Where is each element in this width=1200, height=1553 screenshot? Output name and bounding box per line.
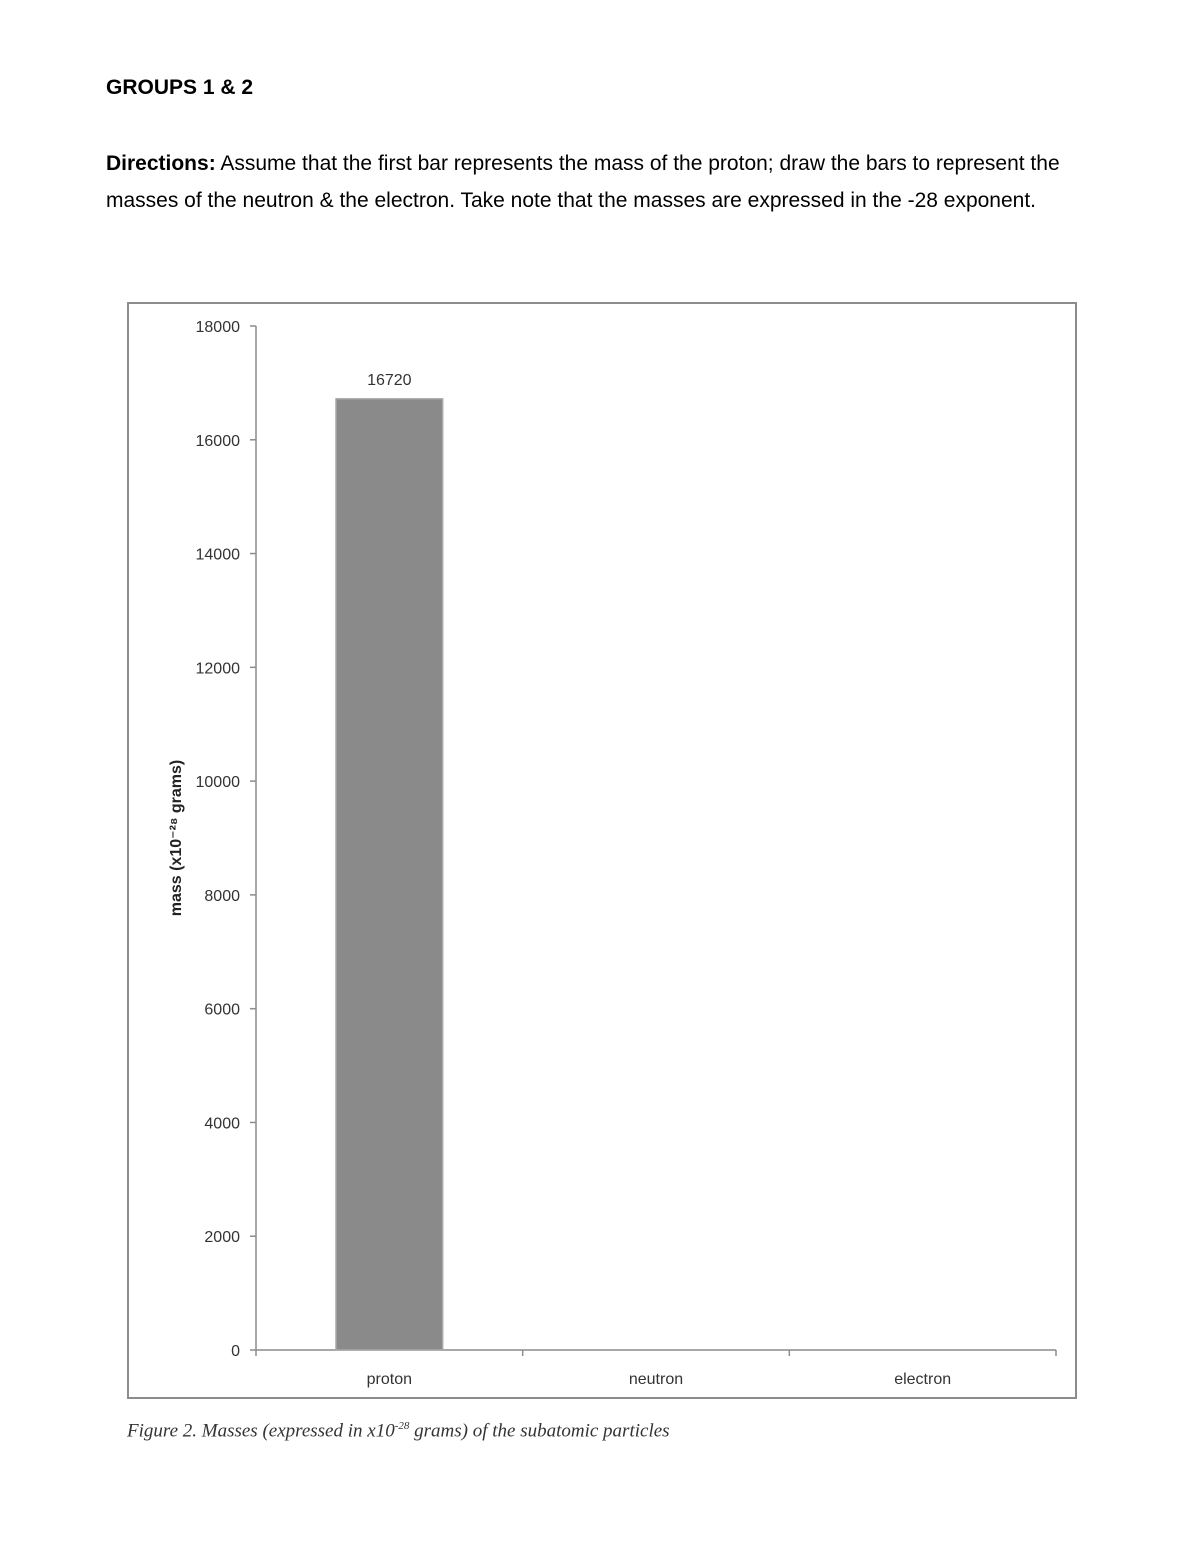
y-tick-label: 16000: [195, 432, 240, 450]
caption-prefix: Figure 2. Masses (expressed in x10: [127, 1420, 395, 1442]
page-heading: GROUPS 1 & 2: [106, 76, 254, 99]
y-tick-label: 8000: [204, 887, 240, 905]
x-tick-label: proton: [366, 1371, 413, 1388]
bar-proton: [336, 399, 443, 1350]
y-tick-label: 12000: [195, 660, 240, 678]
y-tick-label: 18000: [195, 319, 240, 336]
data-label-proton: 16720: [367, 371, 412, 389]
x-tick-label: electron: [894, 1371, 952, 1388]
directions-paragraph: [106, 145, 1106, 219]
caption-exponent: -28: [394, 1420, 410, 1432]
caption-suffix: grams) of the subatomic particles: [409, 1420, 670, 1442]
directions-text: Assume that the first bar represents the mass of the proton; draw the bars to represent the masses of the neutron & the electron. Take note that the masses are expressed in the -28 exponent.: [106, 152, 1060, 212]
chart-frame: [127, 302, 1077, 1399]
y-tick-label: 2000: [204, 1229, 240, 1247]
y-tick-label: 10000: [195, 774, 240, 792]
x-tick-label: neutron: [628, 1371, 684, 1388]
y-axis-label: mass (x10⁻²⁸ grams): [168, 759, 185, 917]
y-tick-label: 4000: [204, 1115, 240, 1133]
bar-chart: [129, 304, 1075, 1397]
y-tick-label: 0: [231, 1343, 240, 1360]
directions-label: Directions:: [106, 152, 216, 175]
figure-caption: [127, 1420, 670, 1442]
y-tick-label: 14000: [195, 546, 240, 564]
y-tick-label: 6000: [204, 1001, 240, 1019]
